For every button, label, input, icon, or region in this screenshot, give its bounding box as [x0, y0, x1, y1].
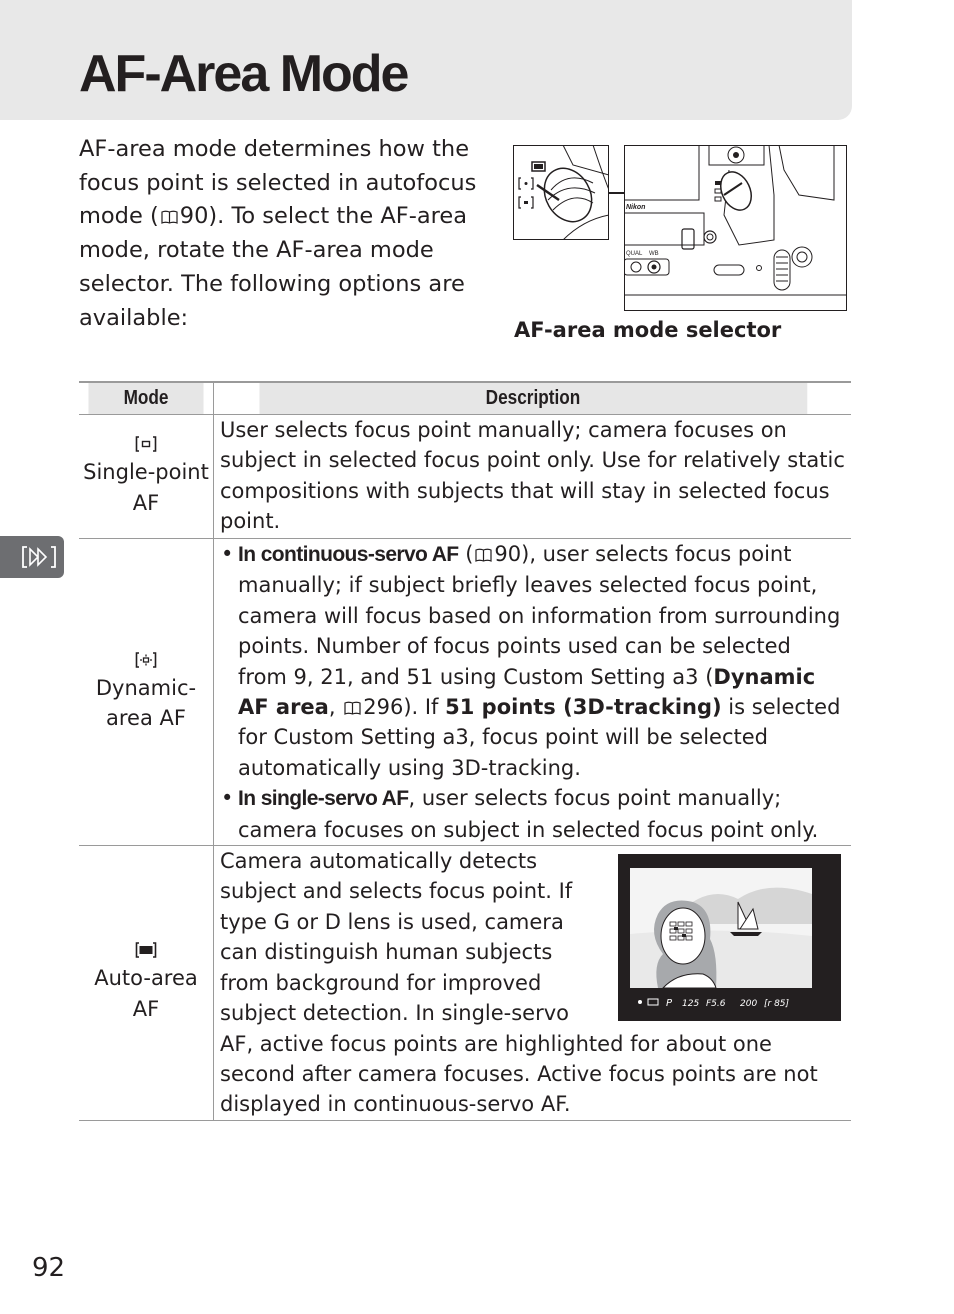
- mode-label: Single-point AF: [83, 460, 209, 515]
- bullet-text: is selected for Custom Setting a3, focus point will be selected automatically using 3D-tracking.: [238, 695, 841, 780]
- table-row: [79, 846, 851, 1121]
- table-row: [79, 539, 851, 846]
- bullet-text: ), user selects focus point manually; if subject briefly leaves selected focus point, camera will focus based on information from surrounding points. Number of focus points used can be selected from 9, 21, and 51 using Custom Setting a3 (: [238, 542, 841, 689]
- auto-area-af-icon: [135, 941, 157, 959]
- intro-page-ref: 90: [179, 203, 209, 230]
- condition-label: In single-servo AF: [238, 787, 409, 811]
- mode-cell: [79, 846, 214, 1121]
- camera-brand-label: Nikon: [626, 204, 646, 211]
- wb-button-label: WB: [649, 251, 659, 257]
- dynamic-area-af-icon: [135, 651, 157, 669]
- intro-text-1: AF-area mode determines how the focus point is selected in autofocus mode (: [79, 136, 477, 230]
- description-cell: User selects focus point manually; camera focuses on subject in selected focus point only. Use for relatively static compositions with subjects that will stay in selected focus point.: [214, 415, 852, 539]
- viewfinder-aperture: F5.6: [706, 999, 726, 1010]
- page-ref: 296: [363, 695, 404, 720]
- single-point-af-icon: [135, 435, 157, 453]
- book-icon: [475, 548, 492, 562]
- page-title: AF-Area Mode: [79, 45, 408, 103]
- camera-back-illustration: [624, 145, 847, 311]
- chapter-side-tab: [0, 536, 64, 578]
- mode-label: Dynamic-area AF: [95, 675, 197, 731]
- table-header-row: [79, 382, 851, 415]
- viewfinder-mode: P: [666, 998, 673, 1010]
- bullet-text: ,: [328, 695, 343, 720]
- mode-label: Auto-area AF: [94, 966, 198, 1021]
- viewfinder-iso: 200: [740, 999, 758, 1010]
- intro-paragraph: [79, 133, 489, 335]
- list-item: [238, 783, 845, 845]
- figure-caption: AF-area mode selector: [514, 318, 782, 342]
- bullet-text: , user selects focus point manually; camera focuses on subject in selected focus point only.: [238, 786, 819, 842]
- description-text: Camera automatically detects subject and selects focus point. If type G or D lens is used, camera can distinguish human subjects from background for improved subject detection. In single-servo AF, active focus points are highlighted for about one second after camera focuses. Active focus points are not displayed in continuous-servo AF.: [220, 849, 818, 1117]
- condition-label: In continuous-servo AF: [238, 543, 459, 566]
- description-cell: [214, 846, 852, 1121]
- description-bullet-list: [220, 539, 845, 845]
- page-ref: 90: [494, 542, 522, 566]
- option-name: 51 points (3D-tracking): [445, 695, 722, 720]
- list-item: [238, 539, 845, 783]
- af-area-selector-closeup: [513, 145, 609, 240]
- bullet-text: (: [458, 542, 474, 566]
- intro-text-2: ). To select the AF-area mode, rotate the AF-area mode selector. The following options are available:: [79, 203, 468, 331]
- book-icon: [344, 701, 361, 715]
- book-icon: [161, 210, 178, 224]
- page-number: 92: [32, 1253, 66, 1283]
- viewfinder-illustration: [618, 854, 841, 1021]
- viewfinder-frames: [r 85]: [764, 999, 790, 1010]
- table-row: [79, 415, 851, 539]
- description-cell: [214, 539, 852, 846]
- mode-cell: [79, 539, 214, 846]
- qual-button-label: QUAL: [626, 251, 643, 257]
- bullet-text: ). If: [403, 695, 446, 720]
- shooting-chapter-icon: [0, 536, 64, 578]
- setting-name: Dynamic AF area: [238, 664, 816, 720]
- column-header-description: Description: [258, 382, 806, 415]
- viewfinder-shutter: 125: [682, 999, 700, 1010]
- af-area-mode-table: [79, 381, 851, 1121]
- mode-cell: [79, 415, 214, 539]
- column-header-mode: Mode: [88, 382, 204, 415]
